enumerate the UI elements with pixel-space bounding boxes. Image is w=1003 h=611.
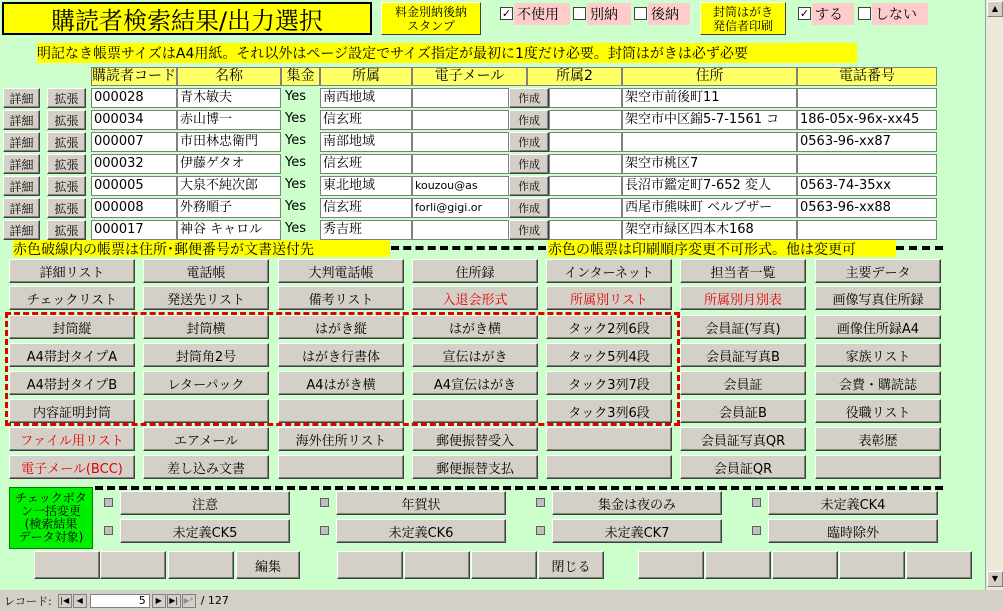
green-line-1: チェックボタ [15, 491, 87, 505]
blank-bottom-button[interactable] [337, 551, 403, 579]
blank-bottom-button[interactable] [638, 551, 704, 579]
envelope-line1: 封筒はがき [712, 4, 773, 19]
cell-code: 000028 [91, 88, 177, 108]
expand-button[interactable]: 拡張 [47, 154, 86, 174]
green-line-2: ン一括変更 [20, 504, 81, 518]
betsu-label: 別納 [587, 3, 631, 25]
report-button[interactable]: はがき横 [412, 315, 538, 339]
cell-code: 000008 [91, 198, 177, 218]
report-button[interactable]: 電話帳 [143, 259, 269, 283]
expand-button[interactable]: 拡張 [47, 176, 86, 196]
detail-button[interactable]: 詳細 [3, 176, 40, 196]
create-email-button[interactable]: 作成 [509, 132, 549, 152]
check-marker-icon [536, 526, 545, 535]
cell-code: 000017 [91, 220, 177, 240]
cell-email [412, 110, 509, 130]
blank-bottom-button[interactable] [906, 551, 972, 579]
cell-phone: 0563-74-35xx [797, 176, 937, 196]
notice-red-dashed: 赤色破線内の帳票は住所･郵便番号が文書送付先 [13, 240, 390, 257]
record-label: レコード: [4, 594, 52, 608]
check-marker-icon [752, 498, 761, 507]
cell-phone: 0563-96-xx88 [797, 198, 937, 218]
check-toggle-button[interactable]: 未定義CK4 [768, 491, 938, 515]
report-button[interactable]: 差し込み文書 [143, 455, 269, 479]
cell-dept: 南西地域 [320, 88, 412, 108]
envelope-line2: 発信者印刷 [712, 18, 773, 33]
do-label: する [812, 3, 854, 25]
report-button[interactable]: 封筒横 [143, 315, 269, 339]
stamp-button[interactable] [381, 2, 481, 35]
cell-collect: Yes [285, 221, 306, 236]
report-button[interactable]: 宣伝はがき [412, 343, 538, 367]
check-toggle-button[interactable]: 未定義CK6 [336, 519, 506, 543]
cell-dept: 東北地域 [320, 176, 412, 196]
green-line-3: (検索結果 [24, 517, 78, 531]
expand-button[interactable]: 拡張 [47, 132, 86, 152]
cell-name: 青木敏夫 [177, 88, 281, 108]
report-button[interactable]: 会員証B [680, 399, 806, 423]
notice-page-size: 明記なき帳票サイズはA4用紙。それ以外はページ設定でサイズ指定が最初に1度だけ必要。封筒はがきは必ず必要 [37, 43, 857, 63]
report-button[interactable]: 所属別月別表 [680, 286, 806, 310]
do-checkbox[interactable]: ✓ [799, 7, 810, 20]
cell-collect: Yes [285, 199, 306, 214]
report-button[interactable] [546, 455, 672, 479]
detail-button[interactable]: 詳細 [3, 88, 40, 108]
report-button[interactable]: 所属別リスト [546, 286, 672, 310]
report-button[interactable]: インターネット [546, 259, 672, 283]
column-header-email: 電子メール [412, 67, 527, 86]
blank-bottom-button[interactable] [404, 551, 470, 579]
next-record-icon[interactable]: ▶ [152, 594, 166, 608]
check-marker-icon [320, 526, 329, 535]
cell-name: 伊藤ゲタオ [177, 154, 281, 174]
report-button[interactable]: A4宣伝はがき [412, 371, 538, 395]
report-button[interactable] [815, 455, 941, 479]
report-button[interactable]: 郵便振替受入 [412, 427, 538, 451]
stamp-button-line2: スタンプ [406, 18, 455, 33]
cell-dept: 信玄班 [320, 154, 412, 174]
check-toggle-button[interactable]: 集金は夜のみ [552, 491, 722, 515]
report-button[interactable]: はがき縦 [278, 315, 404, 339]
cell-dept: 信玄班 [320, 198, 412, 218]
report-button[interactable]: 家族リスト [815, 343, 941, 367]
report-button[interactable]: 発送先リスト [143, 286, 269, 310]
report-button[interactable]: 表彰歴 [815, 427, 941, 451]
report-button[interactable]: 入退会形式 [412, 286, 538, 310]
cell-collect: Yes [285, 155, 306, 170]
cell-email [412, 88, 509, 108]
report-button[interactable]: 会員証写真QR [680, 427, 806, 451]
report-button[interactable]: 郵便振替支払 [412, 455, 538, 479]
cell-collect: Yes [285, 177, 306, 192]
column-header-collect: 集金 [281, 67, 320, 86]
check-marker-icon [320, 498, 329, 507]
report-button[interactable]: エアメール [143, 427, 269, 451]
notice-red-reports: 赤色の帳票は印刷順序変更不可形式。他は変更可 [548, 240, 896, 257]
blank-bottom-button[interactable] [471, 551, 537, 579]
report-button[interactable]: 役職リスト [815, 399, 941, 423]
column-header-phone: 電話番号 [797, 67, 937, 86]
blank-bottom-button[interactable] [100, 551, 166, 579]
report-button[interactable]: 大判電話帳 [278, 259, 404, 283]
report-button[interactable]: タック3列7段 [546, 371, 672, 395]
kou-label: 後納 [648, 3, 690, 25]
report-button[interactable] [546, 427, 672, 451]
blank-bottom-button[interactable] [839, 551, 905, 579]
cell-dept2 [549, 154, 622, 174]
kou-checkbox[interactable] [634, 7, 647, 20]
scroll-up-icon[interactable]: ▲ [987, 1, 1003, 17]
cell-name: 赤山博一 [177, 110, 281, 130]
betsu-checkbox[interactable] [573, 7, 586, 20]
check-toggle-button[interactable]: 臨時除外 [768, 519, 938, 543]
report-button[interactable]: A4帯封タイプB [9, 371, 135, 395]
report-button[interactable]: 会員証QR [680, 455, 806, 479]
cell-dept2 [549, 110, 622, 130]
report-button[interactable]: 詳細リスト [9, 259, 135, 283]
create-email-button[interactable]: 作成 [509, 220, 549, 240]
report-button[interactable]: タック3列6段 [546, 399, 672, 423]
create-email-button[interactable]: 作成 [509, 110, 549, 130]
stamp-button-line1: 料金別納後納 [394, 4, 467, 19]
blank-bottom-button[interactable] [772, 551, 838, 579]
blank-bottom-button[interactable] [34, 551, 100, 579]
cell-dept2 [549, 220, 622, 240]
blank-bottom-button[interactable] [705, 551, 771, 579]
report-button[interactable]: 電子メール(BCC) [9, 455, 135, 479]
cell-name: 神谷 キャロル [177, 220, 281, 240]
unused-label: 不使用 [514, 3, 570, 25]
detail-button[interactable]: 詳細 [3, 198, 40, 218]
report-button[interactable]: チェックリスト [9, 286, 135, 310]
cell-dept2 [549, 132, 622, 152]
cell-email [412, 220, 509, 240]
report-button[interactable]: 会費・購読誌 [815, 371, 941, 395]
report-button[interactable]: レターパック [143, 371, 269, 395]
cell-name: 外務順子 [177, 198, 281, 218]
edit-button[interactable]: 編集 [236, 551, 300, 579]
create-email-button[interactable]: 作成 [509, 154, 549, 174]
vertical-scrollbar[interactable] [985, 0, 1003, 590]
cell-address: 長沼市鑑定町7-652 変人 [622, 176, 797, 196]
report-button[interactable]: 備考リスト [278, 286, 404, 310]
dont-checkbox[interactable] [858, 7, 871, 20]
cell-address: 西尾市熊味町 ベルブザー [622, 198, 797, 218]
cell-code: 000034 [91, 110, 177, 130]
cell-phone [797, 88, 937, 108]
report-button[interactable]: 会員証写真B [680, 343, 806, 367]
report-button[interactable]: ファイル用リスト [9, 427, 135, 451]
cell-dept2 [549, 88, 622, 108]
cell-address: 架空市緑区四本木168 [622, 220, 797, 240]
red-dashed-region [5, 312, 680, 426]
report-button[interactable]: 封筒角2号 [143, 343, 269, 367]
check-toggle-button[interactable]: 注意 [120, 491, 290, 515]
report-button[interactable]: 封筒縦 [9, 315, 135, 339]
column-header-address: 住所 [622, 67, 797, 86]
expand-button[interactable]: 拡張 [47, 110, 86, 130]
create-email-button[interactable]: 作成 [509, 176, 549, 196]
check-marker-icon [752, 526, 761, 535]
cell-collect: Yes [285, 133, 306, 148]
report-button[interactable]: 海外住所リスト [278, 427, 404, 451]
cell-address [622, 132, 797, 152]
report-button[interactable]: タック5列4段 [546, 343, 672, 367]
column-header-dept: 所属 [320, 67, 412, 86]
report-button[interactable]: 住所録 [412, 259, 538, 283]
bulk-check-change-label [9, 487, 93, 549]
report-button[interactable]: 会員証(写真) [680, 315, 806, 339]
detail-button[interactable]: 詳細 [3, 220, 40, 240]
report-button[interactable]: 画像写真住所録 [815, 286, 941, 310]
column-header-dept2: 所属2 [527, 67, 622, 86]
report-button[interactable]: 担当者一覧 [680, 259, 806, 283]
prev-record-icon[interactable]: ◀ [73, 594, 87, 608]
check-marker-icon [104, 498, 113, 507]
cell-email [412, 154, 509, 174]
check-marker-icon [104, 526, 113, 535]
cell-phone [797, 154, 937, 174]
unused-checkbox[interactable]: ✓ [501, 7, 512, 20]
black-dash-divider-3 [95, 486, 943, 490]
black-dash-divider-2 [896, 246, 943, 250]
dont-label: しない [872, 3, 928, 25]
record-total: / 127 [200, 594, 229, 607]
cell-code: 000032 [91, 154, 177, 174]
close-button[interactable]: 閉じる [538, 551, 604, 579]
cell-code: 000007 [91, 132, 177, 152]
check-toggle-button[interactable]: 未定義CK5 [120, 519, 290, 543]
expand-button[interactable]: 拡張 [47, 198, 86, 218]
expand-button[interactable]: 拡張 [47, 220, 86, 240]
report-button[interactable] [278, 455, 404, 479]
record-navigation-bar [0, 590, 1003, 611]
green-line-4: データ対象) [18, 530, 84, 544]
create-email-button[interactable]: 作成 [509, 198, 549, 218]
report-button[interactable]: 内容証明封筒 [9, 399, 135, 423]
cell-phone: 0563-96-xx87 [797, 132, 937, 152]
report-button[interactable]: はがき行書体 [278, 343, 404, 367]
cell-email: forli@gigi.or [412, 198, 509, 218]
expand-button[interactable]: 拡張 [47, 88, 86, 108]
header-spacer [69, 67, 91, 86]
cell-phone: 186-05x-96x-xx45 [797, 110, 937, 130]
cell-address: 架空市桃区7 [622, 154, 797, 174]
check-toggle-button[interactable]: 年賀状 [336, 491, 506, 515]
cell-dept2 [549, 198, 622, 218]
detail-button[interactable]: 詳細 [3, 132, 40, 152]
cell-email [412, 132, 509, 152]
report-button[interactable]: 画像住所録A4 [815, 315, 941, 339]
column-header-code: 購読者コード [92, 68, 176, 84]
last-record-icon[interactable]: ▶| [167, 594, 181, 608]
new-record-icon[interactable]: ▶* [182, 594, 196, 608]
cell-dept: 秀吉班 [320, 220, 412, 240]
report-button[interactable]: A4はがき横 [278, 371, 404, 395]
detail-button[interactable]: 詳細 [3, 154, 40, 174]
check-marker-icon [536, 498, 545, 507]
report-button[interactable]: 会員証 [680, 371, 806, 395]
page-title: 購読者検索結果/出力選択 [2, 2, 372, 35]
cell-dept2 [549, 176, 622, 196]
column-header-name: 名称 [177, 67, 281, 86]
check-toggle-button[interactable]: 未定義CK7 [552, 519, 722, 543]
scroll-down-icon[interactable]: ▼ [987, 571, 1003, 587]
cell-collect: Yes [285, 89, 306, 104]
report-button[interactable]: タック2列6段 [546, 315, 672, 339]
cell-phone [797, 220, 937, 240]
record-number-input[interactable]: 5 [90, 594, 150, 608]
cell-dept: 南部地域 [320, 132, 412, 152]
blank-bottom-button[interactable] [168, 551, 234, 579]
report-button[interactable]: A4帯封タイプA [9, 343, 135, 367]
black-dash-divider-1 [391, 246, 546, 250]
cell-name: 市田林忠衛門 [177, 132, 281, 152]
cell-name: 大泉不純次郎 [177, 176, 281, 196]
cell-dept: 信玄班 [320, 110, 412, 130]
report-button[interactable]: 主要データ [815, 259, 941, 283]
cell-email: kouzou@as [412, 176, 509, 196]
cell-address: 架空市中区錦5-7-1561 コ [622, 110, 797, 130]
cell-collect: Yes [285, 111, 306, 126]
create-email-button[interactable]: 作成 [509, 88, 549, 108]
detail-button[interactable]: 詳細 [3, 110, 40, 130]
envelope-sender-button[interactable] [700, 2, 786, 35]
cell-code: 000005 [91, 176, 177, 196]
cell-address: 架空市前後町11 [622, 88, 797, 108]
first-record-icon[interactable]: |◀ [58, 594, 72, 608]
